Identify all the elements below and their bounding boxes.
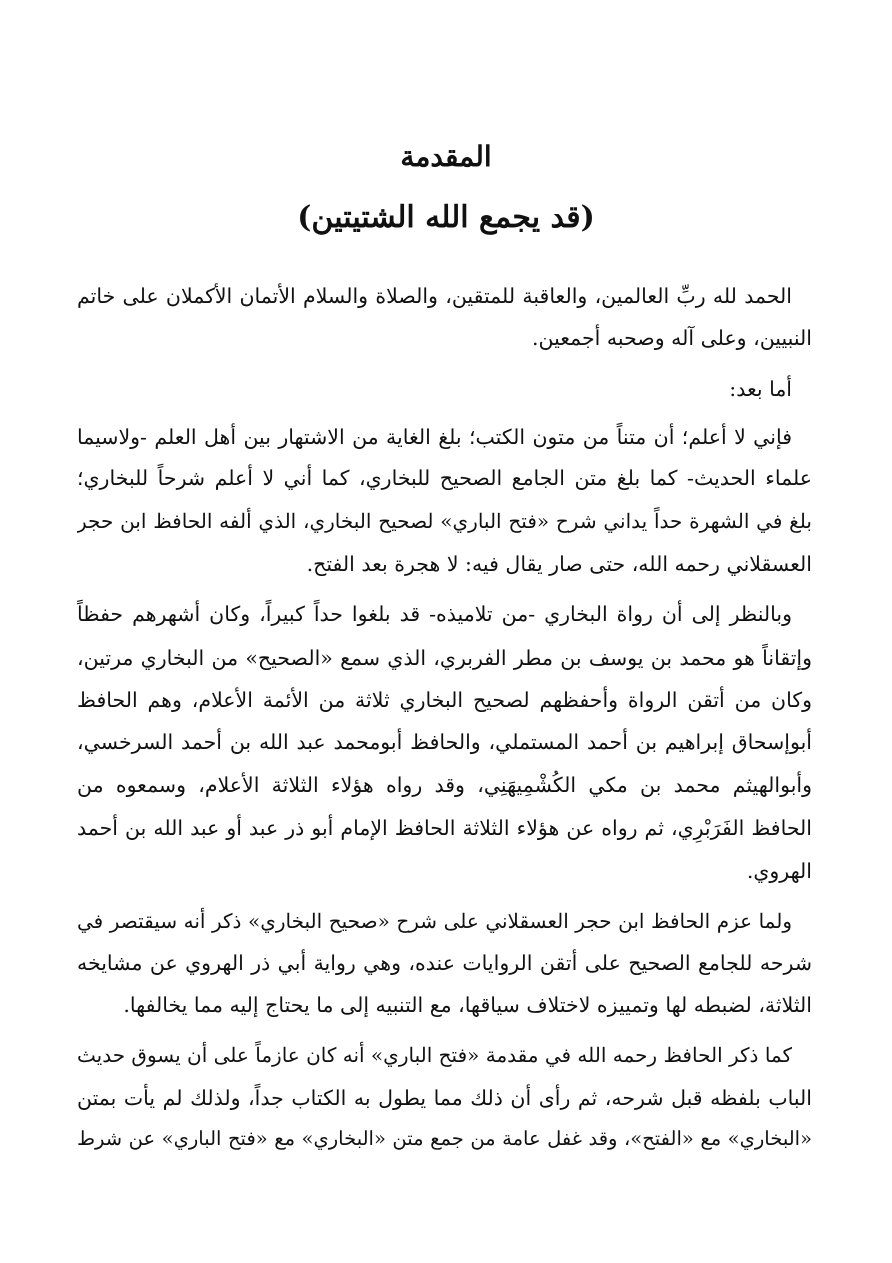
paragraph-line: الباب بلفظه قبل شرحه، ثم رأى أن ذلك مما يطول به الكتاب جداً، ولذلك لم يأت بمتن — [77, 1086, 812, 1110]
paragraph-line: العسقلاني رحمه الله، حتى صار يقال فيه: لا هجرة بعد الفتح. — [306, 552, 812, 576]
paragraph-line: فإني لا أعلم؛ أن متناً من متون الكتب؛ بلغ الغاية من الاشتهار بين أهل العلم -ولاسيما — [77, 425, 792, 449]
paragraph-line: ولما عزم الحافظ ابن حجر العسقلاني على شرح «صحيح البخاري» ذكر أنه سيقتصر في — [77, 909, 792, 933]
paragraph-line: الحمد لله ربِّ العالمين، والعاقبة للمتقين، والصلاة والسلام الأتمان الأكملان على خاتم — [77, 284, 792, 308]
paragraph-line: أما بعد: — [729, 377, 792, 401]
paragraph-line: وكان من أتقن الرواة وأحفظهم لصحيح البخاري ثلاثة من الأئمة الأعلام، وهم الحافظ — [77, 688, 812, 712]
paragraph-line: بلغ في الشهرة حداً يداني شرح «فتح الباري» لصحيح البخاري، الذي ألفه الحافظ ابن حجر — [77, 509, 812, 533]
page-subheading: (قد يجمع الله الشتيتين) — [297, 200, 595, 235]
paragraph-line: كما ذكر الحافظ رحمه الله في مقدمة «فتح الباري» أنه كان عازماً على أن يسوق حديث — [77, 1043, 792, 1067]
paragraph-line: وإتقاناً هو محمد بن يوسف بن مطر الفربري، الذي سمع «الصحيح» من البخاري مرتين، — [77, 646, 812, 670]
paragraph-line: أبوإسحاق إبراهيم بن أحمد المستملي، والحافظ أبومحمد عبد الله بن أحمد السرخسي، — [77, 730, 812, 754]
paragraph-line: الحافظ الفَرَبْرِي، ثم رواه عن هؤلاء الثلاثة الحافظ الإمام أبو ذر عبد أو عبد الله بن أحمد — [77, 816, 812, 840]
paragraph-line: الثلاثة، لضبطه لها وتمييزه لاختلاف سياقها، مع التنبيه إلى ما يحتاج إليه مما يخالفها. — [123, 993, 812, 1017]
paragraph-line: علماء الحديث- كما بلغ متن الجامع الصحيح للبخاري، كما أني لا أعلم شرحاً للبخاري؛ — [77, 466, 812, 490]
page-heading: المقدمة — [400, 140, 492, 173]
paragraph-line: الهروي. — [746, 859, 812, 883]
paragraph-line: «البخاري» مع «الفتح»، وقد غفل عامة من جمع متن «البخاري» مع «فتح الباري» عن شرط — [77, 1127, 812, 1150]
paragraph-line: شرحه للجامع الصحيح على أتقن الروايات عنده، وهي رواية أبي ذر الهروي عن مشايخه — [77, 951, 812, 975]
paragraph-line: وأبوالهيثم محمد بن مكي الكُشْمِيهَنِي، وقد رواه هؤلاء الثلاثة الأعلام، وسمعوه من — [77, 773, 812, 797]
paragraph-line: وبالنظر إلى أن رواة البخاري -من تلاميذه- قد بلغوا حداً كبيراً، وكان أشهرهم حفظاً — [77, 602, 792, 626]
paragraph-line: النبيين، وعلى آله وصحبه أجمعين. — [531, 326, 812, 350]
